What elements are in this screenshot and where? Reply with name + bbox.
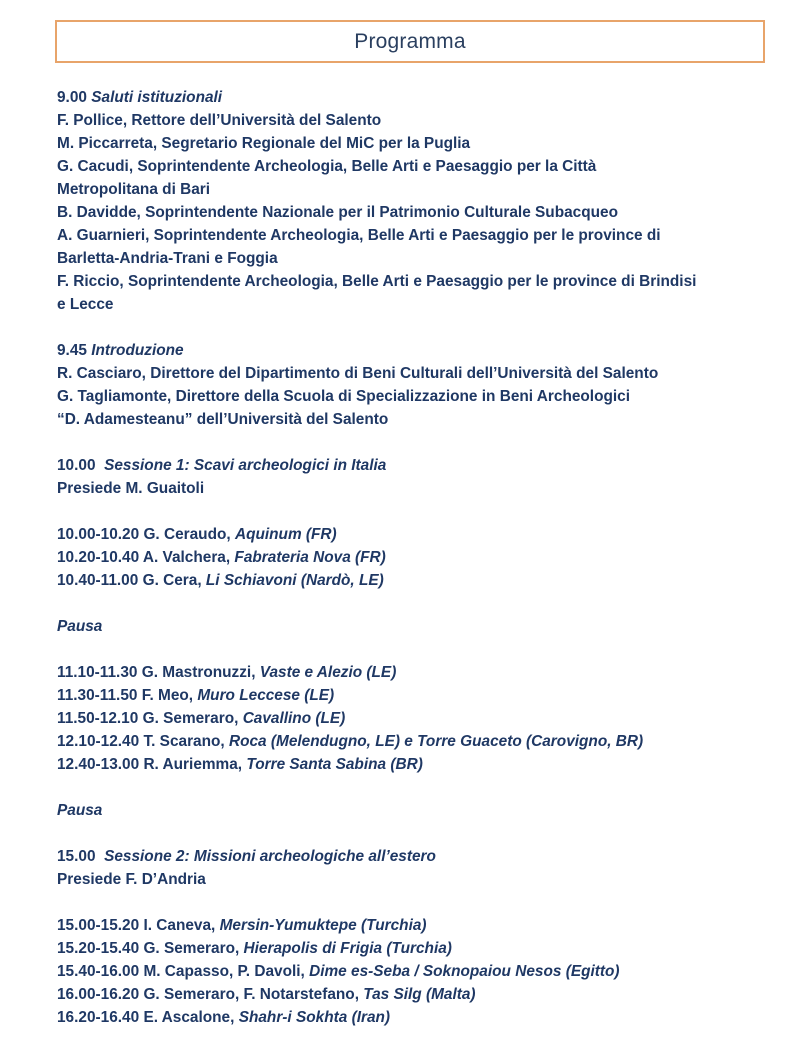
spacer: [57, 638, 757, 661]
opening-speaker: A. Guarnieri, Soprintendente Archeologia, Belle Arti e Paesaggio per le province di: [57, 227, 661, 244]
introduction-heading: [57, 339, 757, 362]
session2-talks: [57, 914, 757, 1029]
break-label: Pausa: [57, 618, 103, 635]
talk-speaker: T. Scarano,: [143, 733, 225, 750]
opening-time: 9.00: [57, 89, 87, 106]
talk-time: 15.20-15.40: [57, 940, 140, 957]
talk-row: [57, 983, 757, 1006]
talk-time: 16.20-16.40: [57, 1009, 140, 1026]
talk-site: Muro Leccese (LE): [197, 687, 335, 704]
session2-time: 15.00: [57, 848, 96, 865]
opening-speaker-continued: Barletta-Andria-Trani e Foggia: [57, 250, 278, 267]
session1-heading: [57, 454, 757, 477]
program-title-box: [55, 20, 765, 63]
talk-site: Aquinum (FR): [234, 526, 337, 543]
talk-speaker: R. Auriemma,: [143, 756, 243, 773]
talk-site: Dime es-Seba / Soknopaiou Nesos (Egitto): [309, 963, 620, 980]
talk-speaker: G. Mastronuzzi,: [141, 664, 256, 681]
opening-heading: [57, 86, 757, 109]
talk-row: [57, 937, 757, 960]
talk-row: [57, 707, 757, 730]
session1-talks-morning-a: [57, 523, 757, 592]
talk-row: [57, 569, 757, 592]
spacer: [57, 776, 757, 799]
session1-title: Sessione 1: Scavi archeologici in Italia: [104, 457, 387, 474]
talk-site: Tas Silg (Malta): [363, 986, 476, 1003]
spacer: [57, 891, 757, 914]
talk-time: 10.00-10.20: [57, 526, 140, 543]
talk-speaker: M. Capasso, P. Davoli,: [143, 963, 305, 980]
spacer: [57, 316, 757, 339]
talk-time: 15.00-15.20: [57, 917, 140, 934]
talk-time: 16.00-16.20: [57, 986, 140, 1003]
session2-title: Sessione 2: Missioni archeologiche all’estero: [104, 848, 436, 865]
talk-time: 11.30-11.50: [57, 687, 138, 704]
talk-site: Fabrateria Nova (FR): [234, 549, 386, 566]
session2-heading: [57, 845, 757, 868]
talk-site: Cavallino (LE): [242, 710, 346, 727]
spacer: [57, 592, 757, 615]
page-title: Programma: [354, 29, 466, 53]
talk-site: Mersin-Yumuktepe (Turchia): [219, 917, 427, 934]
talk-site: Shahr-i Sokhta (Iran): [238, 1009, 391, 1026]
opening-speaker-continued: e Lecce: [57, 296, 114, 313]
talk-row: [57, 684, 757, 707]
talk-speaker: G. Cera,: [142, 572, 202, 589]
talk-speaker: I. Caneva,: [143, 917, 216, 934]
introduction-speaker-continued: “D. Adamesteanu” dell’Università del Salento: [57, 411, 389, 428]
talk-row: [57, 914, 757, 937]
talk-speaker: G. Semeraro, F. Notarstefano,: [143, 986, 359, 1003]
spacer: [57, 431, 757, 454]
spacer: [57, 500, 757, 523]
lunch-break-label: Pausa: [57, 802, 103, 819]
talk-speaker: G. Semeraro,: [143, 940, 240, 957]
introduction-speaker: R. Casciaro, Direttore del Dipartimento di Beni Culturali dell’Università del Salento: [57, 365, 659, 382]
opening-speaker-continued: Metropolitana di Bari: [57, 181, 211, 198]
talk-time: 15.40-16.00: [57, 963, 140, 980]
session2-chair: Presiede F. D’Andria: [57, 871, 206, 888]
introduction-time: 9.45: [57, 342, 87, 359]
talk-speaker: G. Ceraudo,: [143, 526, 231, 543]
talk-speaker: F. Meo,: [141, 687, 194, 704]
talk-site: Li Schiavoni (Nardò, LE): [205, 572, 384, 589]
talk-time: 12.40-13.00: [57, 756, 140, 773]
talk-row: [57, 960, 757, 983]
talk-row: [57, 730, 757, 753]
opening-speaker: B. Davidde, Soprintendente Nazionale per il Patrimonio Culturale Subacqueo: [57, 204, 618, 221]
opening-speaker: G. Cacudi, Soprintendente Archeologia, Belle Arti e Paesaggio per la Città: [57, 158, 597, 175]
opening-speaker: F. Pollice, Rettore dell’Università del Salento: [57, 112, 382, 129]
talk-time: 11.50-12.10: [57, 710, 139, 727]
opening-speaker: M. Piccarreta, Segretario Regionale del MiC per la Puglia: [57, 135, 471, 152]
talk-time: 10.20-10.40: [57, 549, 140, 566]
talk-row: [57, 523, 757, 546]
talk-row: [57, 546, 757, 569]
program-content: [57, 86, 757, 1029]
talk-site: Torre Santa Sabina (BR): [246, 756, 423, 773]
introduction-speaker: G. Tagliamonte, Direttore della Scuola di Specializzazione in Beni Archeologici: [57, 388, 630, 405]
session1-time: 10.00: [57, 457, 96, 474]
talk-site: Roca (Melendugno, LE) e Torre Guaceto (Carovigno, BR): [228, 733, 644, 750]
talk-time: 11.10-11.30: [57, 664, 138, 681]
opening-speaker: F. Riccio, Soprintendente Archeologia, Belle Arti e Paesaggio per le province di Brindisi: [57, 273, 697, 290]
spacer: [57, 822, 757, 845]
talk-time: 12.10-12.40: [57, 733, 140, 750]
talk-row: [57, 753, 757, 776]
talk-row: [57, 661, 757, 684]
talk-site: Vaste e Alezio (LE): [259, 664, 397, 681]
talk-speaker: G. Semeraro,: [142, 710, 239, 727]
talk-site: Hierapolis di Frigia (Turchia): [243, 940, 452, 957]
talk-speaker: E. Ascalone,: [143, 1009, 235, 1026]
session1-chair: Presiede M. Guaitoli: [57, 480, 205, 497]
talk-row: [57, 1006, 757, 1029]
talk-speaker: A. Valchera,: [142, 549, 231, 566]
session1-talks-morning-b: [57, 661, 757, 776]
talk-time: 10.40-11.00: [57, 572, 139, 589]
opening-title: Saluti istituzionali: [91, 89, 223, 106]
introduction-title: Introduzione: [91, 342, 184, 359]
